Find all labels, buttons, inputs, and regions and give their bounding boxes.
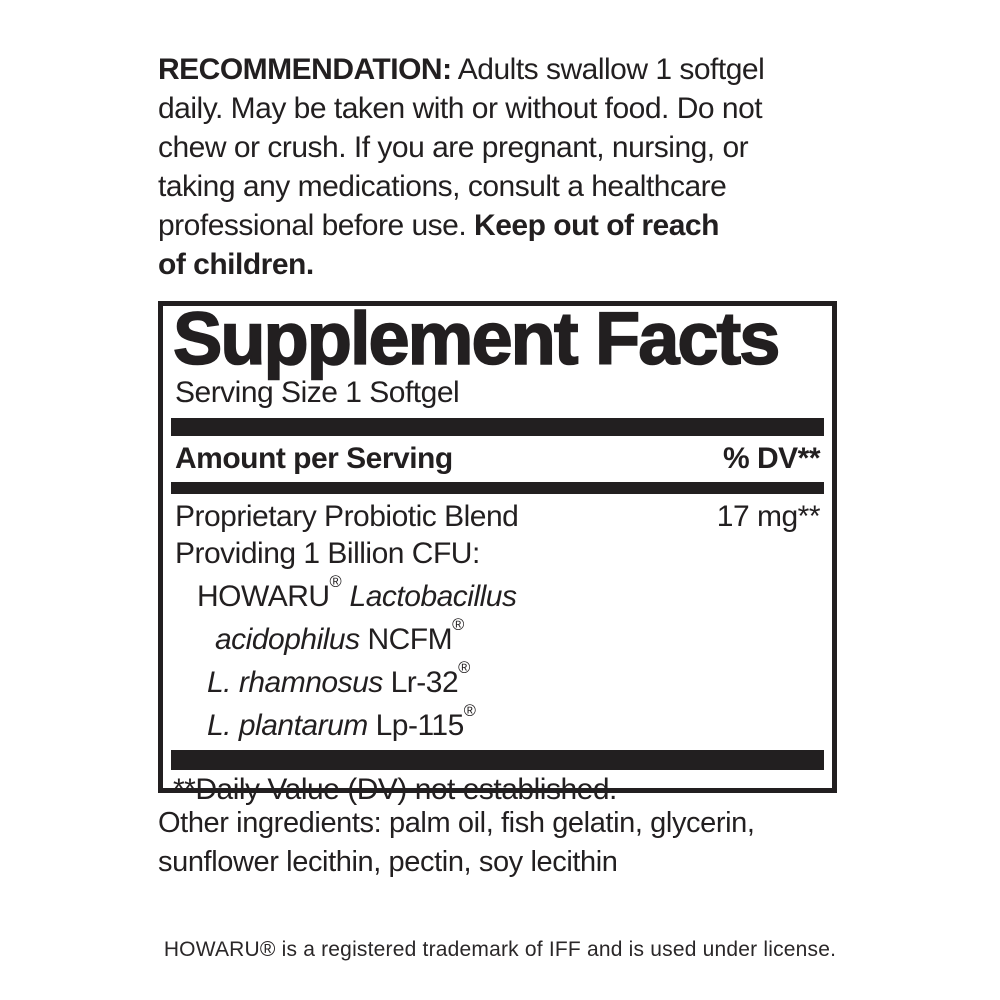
registered-mark: ® bbox=[452, 615, 465, 634]
blend-amount: 17 mg** bbox=[716, 500, 820, 533]
serving-size: Serving Size 1 Softgel bbox=[175, 376, 460, 409]
supplement-facts-title: Supplement Facts bbox=[173, 297, 779, 380]
facts-header-row bbox=[171, 436, 824, 482]
recommendation-bold-lead: RECOMMENDATION: bbox=[158, 53, 452, 86]
strain-line-3: L. rhamnosus Lr-32® bbox=[207, 658, 471, 699]
strain-line-2: acidophilus NCFM® bbox=[215, 615, 465, 656]
trademark-notice: HOWARU® is a registered trademark of IFF and is used under license. bbox=[163, 938, 837, 961]
supplement-facts-panel bbox=[158, 297, 837, 806]
divider-bar-thick bbox=[171, 418, 824, 436]
blend-providing: Providing 1 Billion CFU: bbox=[175, 537, 480, 570]
recommendation-line: daily. May be taken with or without food. Do not bbox=[158, 92, 763, 125]
recommendation-line: taking any medications, consult a healthcare bbox=[158, 170, 727, 203]
strain-line-1: HOWARU® Lactobacillus bbox=[197, 572, 517, 613]
recommendation-line bbox=[158, 245, 878, 284]
recommendation-line: RECOMMENDATION: Adults swallow 1 softgel bbox=[158, 53, 765, 86]
recommendation-text bbox=[158, 50, 878, 284]
recommendation-bold-tail: of children. bbox=[158, 248, 314, 281]
registered-mark: ® bbox=[463, 701, 476, 720]
recommendation-bold-tail: Keep out of reach bbox=[474, 209, 719, 242]
blend-row bbox=[171, 498, 824, 535]
divider-bar-thick-bottom bbox=[171, 750, 824, 770]
recommendation-line: professional before use. Keep out of reach bbox=[158, 209, 719, 242]
strain-line-4: L. plantarum Lp-115® bbox=[207, 701, 476, 742]
percent-dv-label: % DV** bbox=[722, 442, 820, 475]
blend-name: Proprietary Probiotic Blend bbox=[175, 500, 519, 533]
recommendation-line: chew or crush. If you are pregnant, nursing, or bbox=[158, 131, 749, 164]
registered-mark: ® bbox=[458, 658, 471, 677]
daily-value-footnote: **Daily Value (DV) not established. bbox=[173, 773, 617, 806]
amount-per-serving-label: Amount per Serving bbox=[175, 442, 453, 475]
registered-mark: ® bbox=[329, 572, 342, 591]
divider-bar-medium bbox=[171, 482, 824, 494]
other-ingredients-text: Other ingredients: palm oil, fish gelatin, glycerin, sunflower lecithin, pectin, soy lecithin bbox=[158, 807, 755, 878]
